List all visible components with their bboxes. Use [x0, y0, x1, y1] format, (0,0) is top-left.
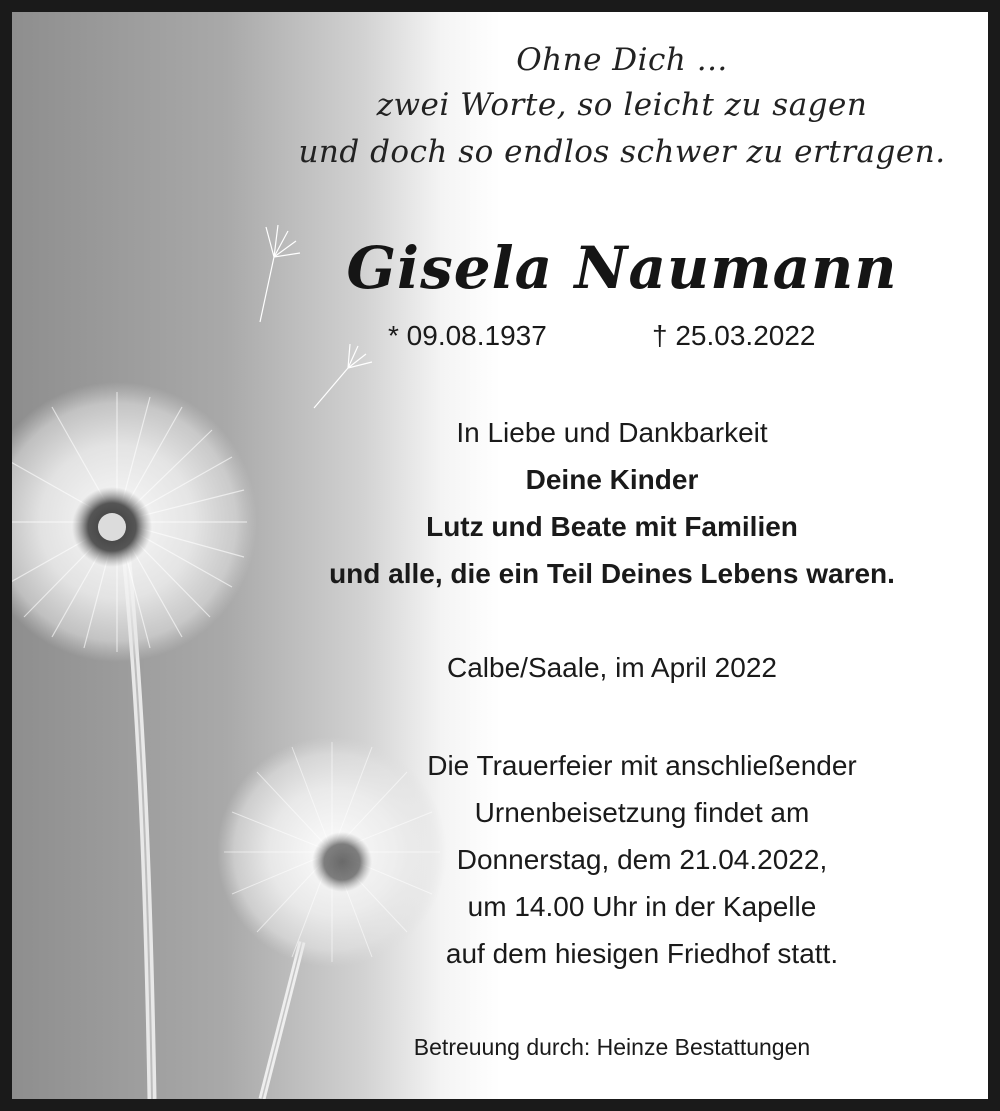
ceremony-line-4: um 14.00 Uhr in der Kapelle [467, 891, 817, 922]
ceremony-line-2: Urnenbeisetzung findet am [474, 797, 810, 828]
poem-line-1: Ohne Dich ... [516, 42, 728, 78]
place-date: Calbe/Saale, im April 2022 [447, 652, 777, 683]
mourners-line-3: und alle, die ein Teil Deines Lebens waren. [329, 558, 895, 589]
poem-line-2: zwei Worte, so leicht zu sagen [376, 87, 868, 123]
ceremony-line-1: Die Trauerfeier mit anschließender [427, 750, 857, 781]
death-date: † 25.03.2022 [652, 320, 816, 351]
birth-date: * 09.08.1937 [388, 320, 547, 351]
ceremony-line-3: Donnerstag, dem 21.04.2022, [456, 844, 828, 875]
deceased-name: Gisela Naumann [346, 234, 898, 302]
mourners-line-2: Lutz und Beate mit Familien [426, 511, 798, 542]
undertaker-credit: Betreuung durch: Heinze Bestattungen [413, 1034, 811, 1060]
ceremony-line-5: auf dem hiesigen Friedhof statt. [445, 938, 839, 969]
mourners-line-1: Deine Kinder [525, 464, 699, 495]
mourners-intro: In Liebe und Dankbarkeit [456, 417, 768, 448]
poem-line-3: und doch so endlos schwer zu ertragen. [298, 134, 946, 170]
obituary-content [12, 12, 988, 1099]
